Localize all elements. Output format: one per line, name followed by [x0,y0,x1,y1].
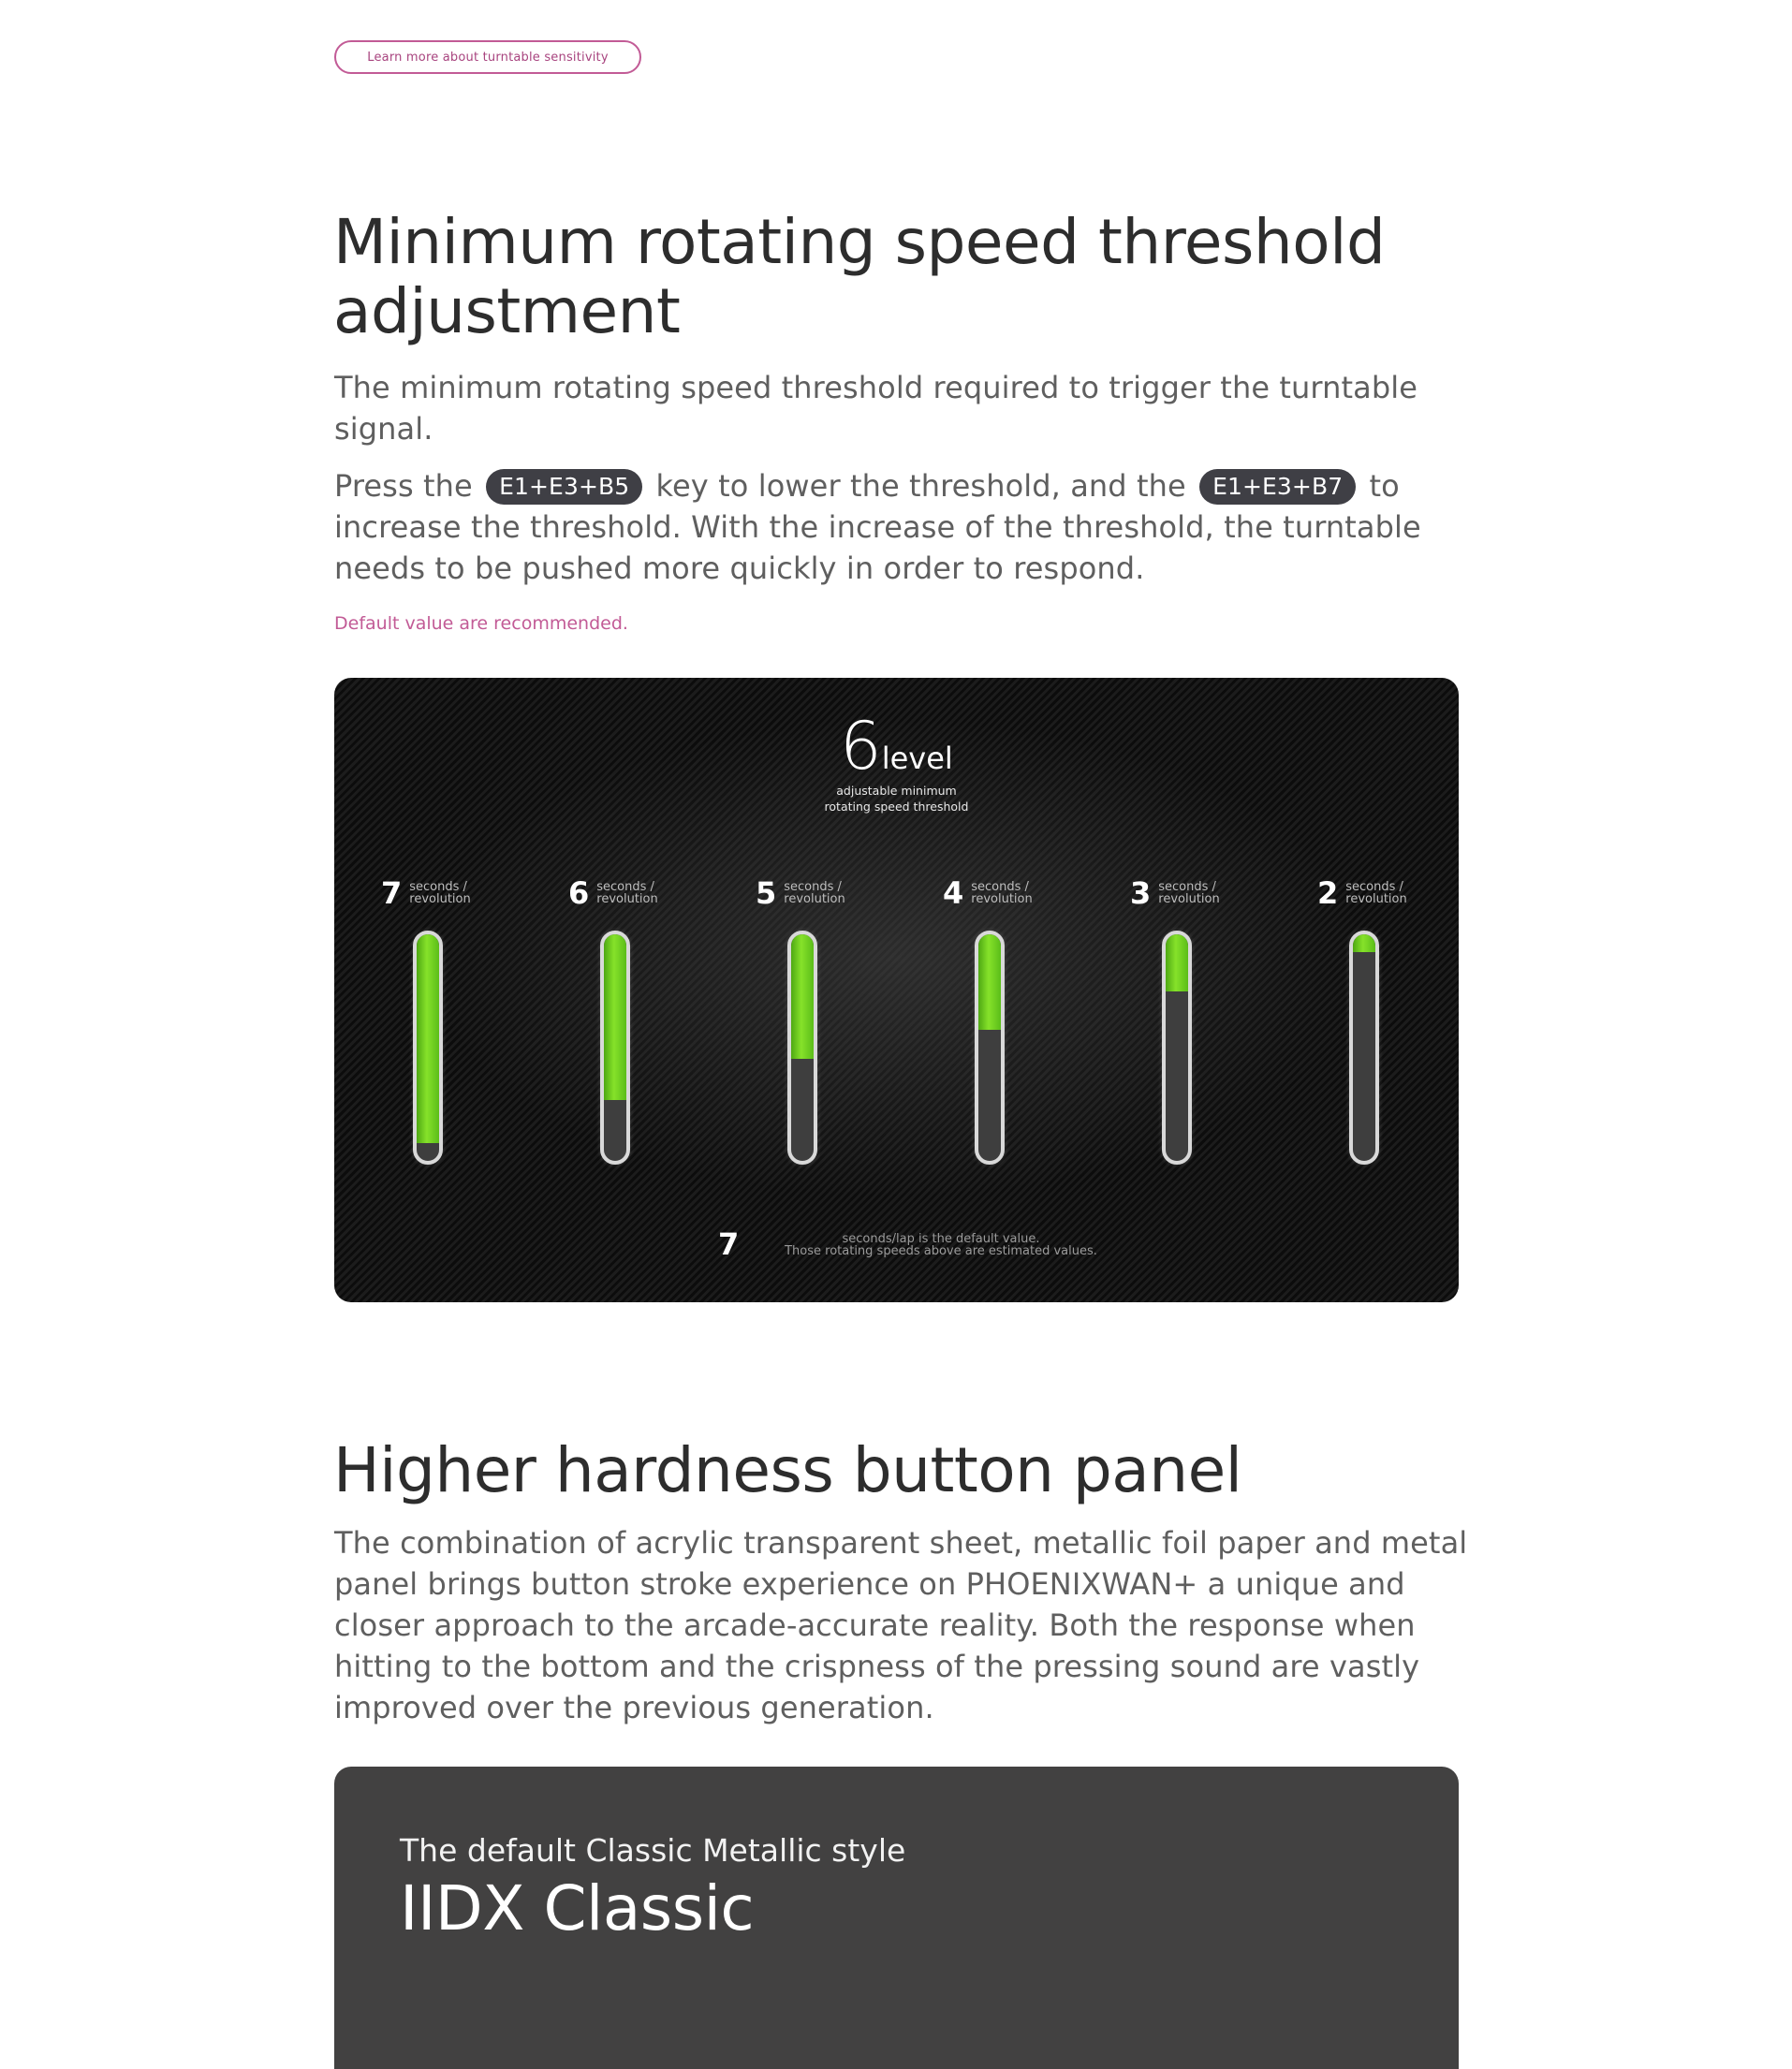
speed-level-gauge-fill [791,934,814,1059]
speed-level-unit-line1: seconds / [971,880,1029,894]
level-count-word: level [881,741,953,776]
level-count-number: 6 [840,708,882,785]
threshold-instructions [334,465,1467,589]
speed-level-unit-line2: revolution [409,892,471,906]
threshold-section-title: Minimum rotating speed threshold adjustment [333,206,1386,347]
speed-level-unit-line1: seconds / [1345,880,1403,894]
speed-level-label [756,874,845,912]
speed-level-gauge-fill [1166,934,1188,991]
speed-level-unit-line2: revolution [596,892,658,906]
speed-level-unit-line2: revolution [971,892,1033,906]
speed-level-label [1317,874,1407,912]
speed-level-7 [334,874,521,1174]
key-combo-lower: E1+E3+B5 [486,469,642,505]
level-subtitle-line1: adjustable minimum [836,784,957,798]
speed-level-unit-line1: seconds / [1158,880,1216,894]
speed-level-unit [971,881,1032,905]
hardness-section-title: Higher hardness button panel [333,1434,1242,1506]
speed-level-6 [521,874,709,1174]
speed-level-label [943,874,1033,912]
classic-style-subtitle: The default Classic Metallic style [400,1832,906,1869]
speed-level-gauge-fill [417,934,439,1143]
speed-level-gauge-fill [978,934,1001,1030]
speed-level-value: 3 [1130,875,1152,911]
press-text-middle: key to lower the threshold, and the [655,468,1186,504]
speed-level-label [1130,874,1220,912]
speed-level-4 [896,874,1083,1174]
level-count [334,708,1459,785]
speed-level-value: 4 [943,875,964,911]
speed-level-value: 6 [568,875,590,911]
learn-more-sensitivity-link[interactable]: Learn more about turntable sensitivity [334,40,641,74]
level-subtitle-line2: rotating speed threshold [824,800,969,814]
threshold-description: The minimum rotating speed threshold required to trigger the turntable signal. [334,370,1418,447]
speed-level-unit-line2: revolution [1345,892,1407,906]
default-speed-number: 7 [718,1226,740,1262]
speed-level-gauge-fill [604,934,626,1100]
speed-level-unit-line2: revolution [784,892,845,906]
hardness-description: The combination of acrylic transparent sheet, metallic foil paper and metal panel brings button stroke experience on PHOENIXWAN+ a unique and closer approach to the arcade-accurate reality. Both the response when hitting to the bottom and the crispness of the pressing sound are vastly improved over the previous generation. [334,1525,1468,1725]
speed-level-gauge-fill [1353,934,1375,952]
default-speed-note: seconds/lap is the default value. [842,1232,1040,1246]
speed-level-unit [409,881,470,905]
speed-level-gauge [975,931,1005,1165]
speed-level-gauge [600,931,630,1165]
speed-level-value: 2 [1317,875,1339,911]
speed-level-2 [1271,874,1458,1174]
key-combo-raise: E1+E3+B7 [1199,469,1356,505]
default-value-note: Default value are recommended. [334,613,628,634]
speed-level-unit [784,881,845,905]
speed-level-unit-line1: seconds / [596,880,654,894]
speed-level-unit-line1: seconds / [409,880,467,894]
speed-level-unit [1158,881,1219,905]
speed-level-label [381,874,471,912]
press-text-after: to increase the threshold. With the increase of the threshold, the turntable needs to be pushed more quickly in order to respond. [334,468,1421,586]
speed-level-label [568,874,658,912]
speed-level-unit [1345,881,1406,905]
speed-level-value: 5 [756,875,777,911]
speed-threshold-panel [334,678,1459,1302]
press-text-before: Press the [334,468,473,504]
classic-style-panel [334,1767,1459,2069]
speed-level-gauge [1349,931,1379,1165]
classic-style-title: IIDX Classic [400,1872,755,1944]
speed-level-value: 7 [381,875,403,911]
speed-level-gauge [1162,931,1192,1165]
speed-level-unit-line2: revolution [1158,892,1220,906]
speed-level-3 [1083,874,1271,1174]
speed-level-5 [709,874,896,1174]
estimate-note: Those rotating speeds above are estimated values. [785,1244,1097,1258]
speed-level-unit [596,881,657,905]
speed-level-gauge [787,931,817,1165]
speed-level-gauge [413,931,443,1165]
speed-level-unit-line1: seconds / [784,880,842,894]
